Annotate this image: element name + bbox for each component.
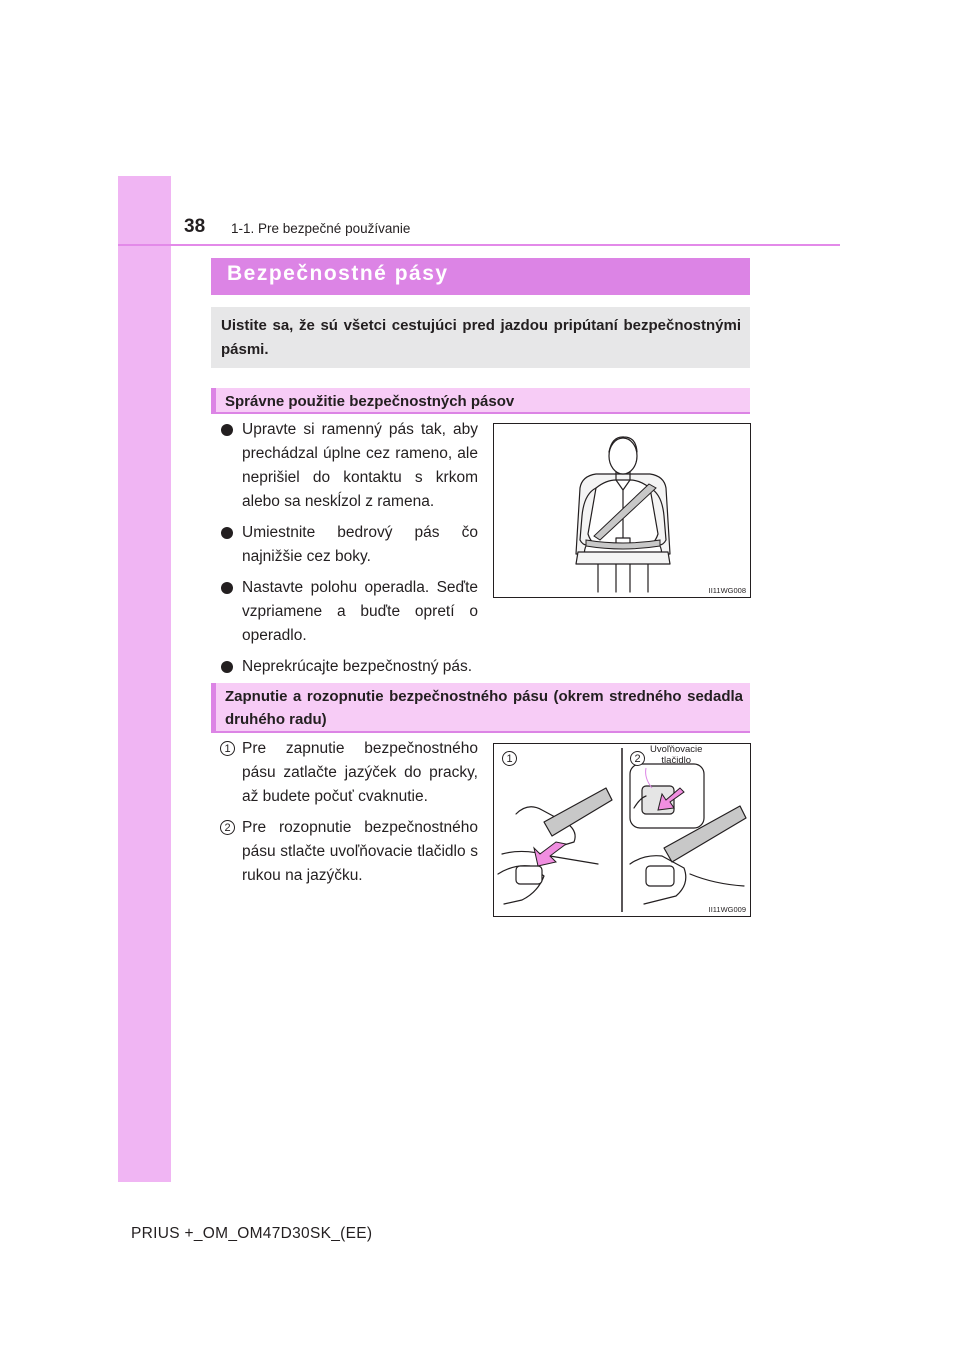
subheading-correct-use xyxy=(211,388,750,414)
list-item: Upravte si ramenný pás tak, aby prechádzal úplne cez rameno, ale neprišiel do kontaktu s krkom alebo sa neskĺzol z ramena. xyxy=(220,418,478,514)
page-number: 38 xyxy=(184,216,206,237)
figure-marker-2: 2 xyxy=(630,751,645,766)
subheading-fasten-release-text: Zapnutie a rozopnutie bezpečnostného pásu (okrem stredného sedadla druhého radu) xyxy=(225,688,743,728)
figure-code: II11WG008 xyxy=(708,586,746,595)
intro-box xyxy=(211,307,750,368)
list-item: Umiestnite bedrový pás čo najnižšie cez boky. xyxy=(220,521,478,569)
release-button-label: Uvoľňovacie tlačidlo xyxy=(650,744,703,766)
buckle-illustration xyxy=(494,744,750,916)
bullet-dot-icon xyxy=(221,661,233,673)
intro-text: Uistite sa, že sú všetci cestujúci pred jazdou pripútaní bezpečnostnými pásmi. xyxy=(221,317,741,358)
subheading-fasten-release xyxy=(211,683,750,733)
figure-seated-passenger xyxy=(493,423,751,598)
header-divider xyxy=(118,244,840,246)
bullet-dot-icon xyxy=(221,424,233,436)
seated-passenger-illustration xyxy=(494,424,750,597)
page-title: Bezpečnostné pásy xyxy=(227,262,449,285)
list-item: Neprekrúcajte bezpečnostný pás. xyxy=(220,655,522,679)
subheading-correct-use-text: Správne použitie bezpečnostných pásov xyxy=(225,393,515,410)
step-number-1: 1 xyxy=(220,741,235,756)
list-item: Nastavte polohu operadla. Seďte vzpriamene a buďte opretí o operadlo. xyxy=(220,576,478,648)
section-breadcrumb: 1-1. Pre bezpečné používanie xyxy=(231,221,411,236)
steps-list xyxy=(220,737,478,895)
figure-code: II11WG009 xyxy=(708,905,746,914)
list-item: 1 Pre zapnutie bezpečnostného pásu zatlačte jazýček do pracky, až budete počuť cvaknutie. xyxy=(220,737,478,809)
bullet-list xyxy=(220,418,478,686)
bullet-dot-icon xyxy=(221,582,233,594)
page-title-bar xyxy=(211,258,750,295)
chapter-side-tab xyxy=(118,176,171,1182)
figure-marker-1: 1 xyxy=(502,751,517,766)
footer-document-id: PRIUS +_OM_OM47D30SK_(EE) xyxy=(131,1225,373,1242)
list-item: 2 Pre rozopnutie bezpečnostného pásu stlačte uvoľňovacie tlačidlo s rukou na jazýčku. xyxy=(220,816,478,888)
figure-buckle xyxy=(493,743,751,917)
bullet-dot-icon xyxy=(221,527,233,539)
step-number-2: 2 xyxy=(220,820,235,835)
